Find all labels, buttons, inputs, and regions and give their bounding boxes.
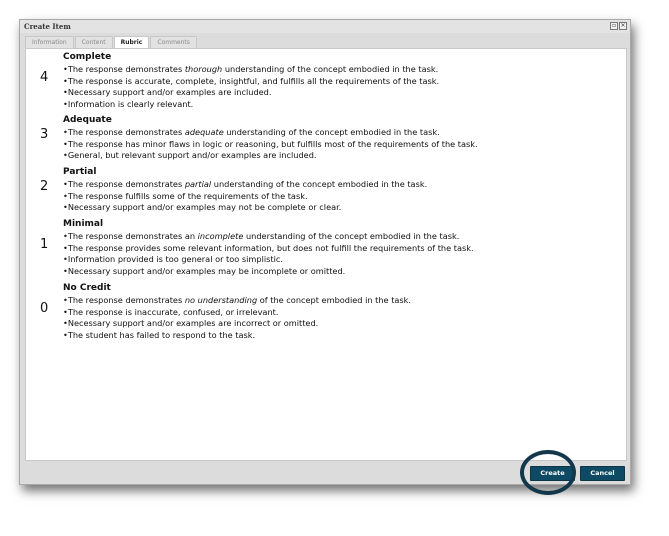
rubric-criterion: •The response has minor flaws in logic or reasoning, but fulfills most of the requirements of the task. [63, 138, 478, 149]
create-button-highlight-ring [520, 450, 576, 495]
rubric-score: 1 [40, 237, 49, 252]
rubric-criterion: •The response demonstrates adequate understanding of the concept embodied in the task. [63, 127, 440, 137]
dialog-tabs [25, 36, 197, 48]
tab-comments[interactable]: Comments [150, 36, 197, 48]
close-icon[interactable]: × [620, 22, 626, 29]
rubric-panel [25, 48, 627, 461]
dialog-titlebar [20, 20, 630, 33]
tab-content[interactable]: Content [75, 36, 113, 48]
rubric-criterion: •Necessary support and/or examples may not be complete or clear. [63, 202, 342, 213]
rubric-criteria-list [63, 231, 474, 277]
rubric-score: 3 [40, 127, 49, 142]
create-item-dialog [19, 19, 631, 485]
rubric-criteria-list [63, 127, 478, 162]
rubric-criteria-list [63, 64, 439, 110]
rubric-criterion: •Information is clearly relevant. [63, 98, 194, 109]
rubric-criterion: •The response demonstrates partial understanding of the concept embodied in the task. [63, 179, 428, 189]
rubric-criterion: •The response demonstrates no understanding of the concept embodied in the task. [63, 295, 412, 305]
rubric-score: 4 [40, 70, 49, 85]
rubric-level-title: Complete [63, 52, 112, 62]
restore-icon[interactable]: ▫ [611, 22, 617, 29]
rubric-criterion: •Necessary support and/or examples are incorrect or omitted. [63, 318, 319, 329]
rubric-criterion: •The response provides some relevant information, but does not fulfill the requirements of the task. [63, 242, 474, 253]
tab-rubric[interactable]: Rubric [114, 36, 150, 49]
rubric-criteria-list [63, 295, 411, 341]
rubric-criterion: •The response is inaccurate, confused, or irrelevant. [63, 306, 279, 317]
cancel-button: Cancel [580, 466, 625, 481]
rubric-level-title: Minimal [63, 219, 104, 229]
rubric-level-title: Adequate [63, 115, 112, 125]
tab-information[interactable]: Information [25, 36, 74, 48]
rubric-criterion: •Necessary support and/or examples are included. [63, 87, 272, 98]
rubric-criterion: •The response fulfills some of the requirements of the task. [63, 190, 308, 201]
rubric-criterion: •Necessary support and/or examples may be incomplete or omitted. [63, 265, 346, 276]
rubric-criterion: •Information provided is too general or too simplistic. [63, 254, 283, 265]
rubric-criterion: •The response demonstrates an incomplete understanding of the concept embodied in the task. [63, 231, 460, 241]
rubric-criterion: •General, but relevant support and/or examples are included. [63, 150, 317, 161]
rubric-score: 2 [40, 179, 49, 194]
rubric-criterion: •The response demonstrates thorough understanding of the concept embodied in the task. [63, 64, 439, 74]
dialog-title: Create Item [24, 22, 71, 31]
rubric-score: 0 [40, 301, 49, 316]
rubric-criterion: •The student has failed to respond to the task. [63, 329, 256, 340]
rubric-level-title: Partial [63, 167, 97, 177]
rubric-criterion: •The response is accurate, complete, insightful, and fulfills all the requirements of the task. [63, 75, 440, 86]
create-button[interactable]: Create [530, 466, 575, 481]
rubric-criteria-list [63, 179, 427, 214]
rubric-level-title: No Credit [63, 283, 111, 293]
